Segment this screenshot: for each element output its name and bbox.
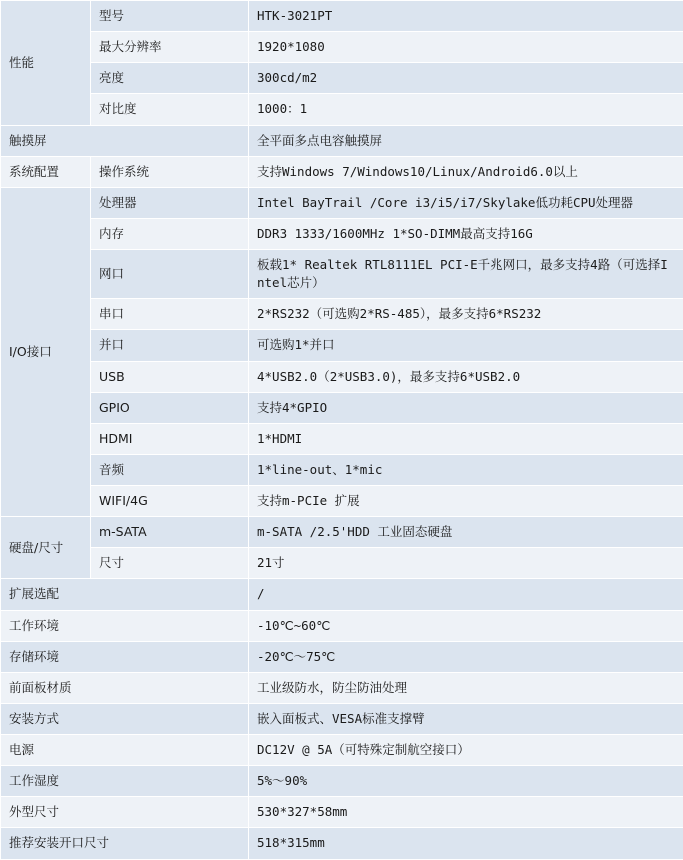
table-row xyxy=(1,94,683,125)
value-cell: 300cd/m2 xyxy=(249,63,683,94)
value-cell: -20℃～75℃ xyxy=(249,641,683,672)
category-cell: I/O接口 xyxy=(1,187,91,516)
table-row xyxy=(1,1,683,32)
subcategory-cell: 最大分辨率 xyxy=(91,32,249,63)
value-cell: Intel BayTrail /Core i3/i5/i7/Skylake低功耗CPU处理器 xyxy=(249,187,683,218)
value-cell: 支持Windows 7/Windows10/Linux/Android6.0以上 xyxy=(249,156,683,187)
category-cell: 电源 xyxy=(1,735,249,766)
subcategory-cell: HDMI xyxy=(91,423,249,454)
table-row xyxy=(1,766,683,797)
table-row xyxy=(1,187,683,218)
subcategory-cell: WIFI/4G xyxy=(91,486,249,517)
table-row xyxy=(1,125,683,156)
table-row xyxy=(1,797,683,828)
value-cell: 530*327*58mm xyxy=(249,797,683,828)
subcategory-cell: 串口 xyxy=(91,299,249,330)
value-cell: 4*USB2.0（2*USB3.0)，最多支持6*USB2.0 xyxy=(249,361,683,392)
table-row xyxy=(1,32,683,63)
value-cell: 1920*1080 xyxy=(249,32,683,63)
table-row xyxy=(1,735,683,766)
table-row xyxy=(1,454,683,485)
category-cell: 硬盘/尺寸 xyxy=(1,517,91,579)
table-row xyxy=(1,579,683,610)
table-row xyxy=(1,218,683,249)
value-cell: 支持m-PCIe 扩展 xyxy=(249,486,683,517)
subcategory-cell: m-SATA xyxy=(91,517,249,548)
value-cell: DDR3 1333/1600MHz 1*SO-DIMM最高支持16G xyxy=(249,218,683,249)
category-cell: 推荐安装开口尺寸 xyxy=(1,828,249,859)
value-cell: 支持4*GPIO xyxy=(249,392,683,423)
value-cell: 2*RS232（可选购2*RS-485），最多支持6*RS232 xyxy=(249,299,683,330)
value-cell: 嵌入面板式、VESA标准支撑臂 xyxy=(249,703,683,734)
table-row xyxy=(1,703,683,734)
category-cell: 存储环境 xyxy=(1,641,249,672)
table-row xyxy=(1,299,683,330)
table-row xyxy=(1,828,683,859)
value-cell: 1*HDMI xyxy=(249,423,683,454)
value-cell: 板载1* Realtek RTL8111EL PCI-E千兆网口，最多支持4路（可选择Intel芯片） xyxy=(249,250,683,299)
category-cell: 外型尺寸 xyxy=(1,797,249,828)
table-row xyxy=(1,63,683,94)
category-cell: 工作湿度 xyxy=(1,766,249,797)
subcategory-cell: 操作系统 xyxy=(91,156,249,187)
category-cell: 性能 xyxy=(1,1,91,126)
value-cell: m-SATA /2.5'HDD 工业固态硬盘 xyxy=(249,517,683,548)
value-cell: DC12V @ 5A（可特殊定制航空接口） xyxy=(249,735,683,766)
table-row xyxy=(1,641,683,672)
subcategory-cell: 内存 xyxy=(91,218,249,249)
subcategory-cell: GPIO xyxy=(91,392,249,423)
value-cell: HTK-3021PT xyxy=(249,1,683,32)
subcategory-cell: 型号 xyxy=(91,1,249,32)
category-cell: 安装方式 xyxy=(1,703,249,734)
value-cell: 1000：1 xyxy=(249,94,683,125)
table-row xyxy=(1,423,683,454)
value-cell: / xyxy=(249,579,683,610)
subcategory-cell: 音频 xyxy=(91,454,249,485)
value-cell: -10℃~60℃ xyxy=(249,610,683,641)
subcategory-cell: USB xyxy=(91,361,249,392)
value-cell: 可选购1*并口 xyxy=(249,330,683,361)
value-cell: 518*315mm xyxy=(249,828,683,859)
table-row xyxy=(1,672,683,703)
value-cell: 21寸 xyxy=(249,548,683,579)
table-row xyxy=(1,361,683,392)
subcategory-cell: 尺寸 xyxy=(91,548,249,579)
subcategory-cell: 处理器 xyxy=(91,187,249,218)
subcategory-cell: 网口 xyxy=(91,250,249,299)
category-cell: 前面板材质 xyxy=(1,672,249,703)
value-cell: 5%～90% xyxy=(249,766,683,797)
category-cell: 系统配置 xyxy=(1,156,91,187)
value-cell: 全平面多点电容触摸屏 xyxy=(249,125,683,156)
category-cell: 工作环境 xyxy=(1,610,249,641)
value-cell: 工业级防水，防尘防油处理 xyxy=(249,672,683,703)
table-row xyxy=(1,250,683,299)
category-cell: 触摸屏 xyxy=(1,125,249,156)
table-row xyxy=(1,330,683,361)
subcategory-cell: 亮度 xyxy=(91,63,249,94)
value-cell: 1*line-out、1*mic xyxy=(249,454,683,485)
table-row xyxy=(1,548,683,579)
table-row xyxy=(1,610,683,641)
category-cell: 扩展选配 xyxy=(1,579,249,610)
table-row xyxy=(1,517,683,548)
table-row xyxy=(1,486,683,517)
specification-table-body xyxy=(1,1,683,860)
table-row xyxy=(1,392,683,423)
subcategory-cell: 对比度 xyxy=(91,94,249,125)
subcategory-cell: 并口 xyxy=(91,330,249,361)
table-row xyxy=(1,156,683,187)
